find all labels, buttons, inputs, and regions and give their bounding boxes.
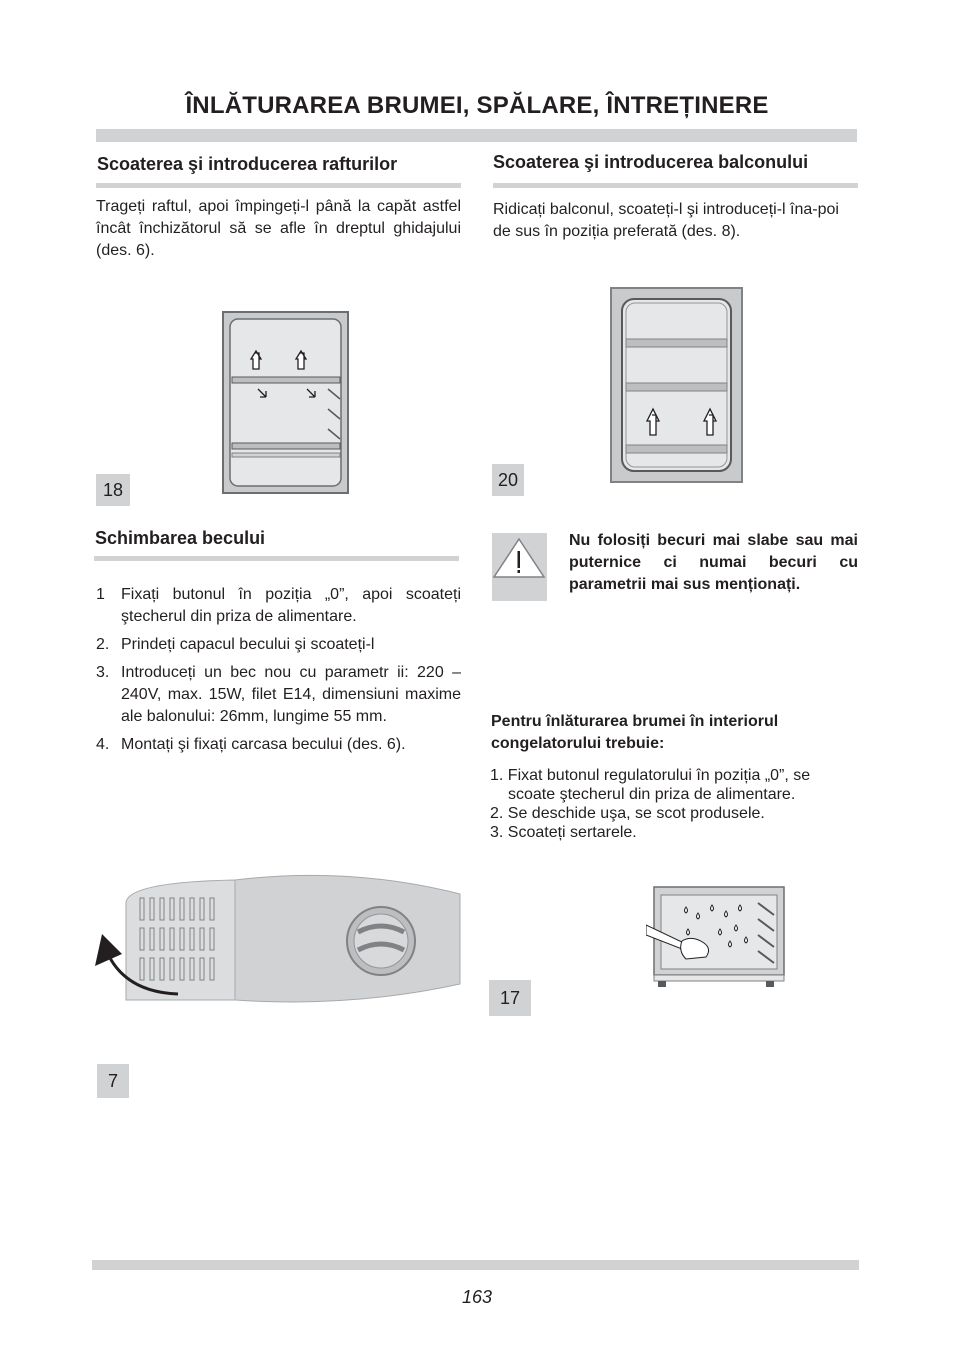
- balcony-text: Ridicați balconul, scoateți-l şi introduceți-l îna-poi de sus în poziția preferată (des. 8).: [493, 201, 839, 240]
- fridge-shelves-illustration: [222, 311, 349, 494]
- lamp-cover-illustration: [90, 872, 462, 1004]
- figure-label-17: 17: [489, 980, 531, 1016]
- fridge-door-illustration: [610, 287, 743, 483]
- shelves-heading: Scoaterea şi introducerea rafturilor: [97, 154, 398, 174]
- shelves-text: Trageți raftul, apoi împingeți-l până la capăt astfel încât închizătorul să se afle în dreptul ghidajului (des. 6).: [96, 198, 461, 259]
- balcony-heading: Scoaterea şi introducerea balconului: [493, 152, 809, 172]
- bulb-steps: [96, 584, 461, 762]
- figure-label-18: 18: [96, 474, 130, 506]
- title-divider: [96, 129, 857, 142]
- list-item: 3. Introduceți un bec nou cu parametr ii: 220 – 240V, max. 15W, filet E14, dimensiuni maxime ale balonului: 26mm, lungime 55 mm.: [96, 664, 461, 725]
- list-item: 3. Scoateți sertarele.: [490, 824, 637, 841]
- list-item: 2. Prindeți capacul becului şi scoateți-l: [96, 636, 375, 653]
- bulb-heading-rule: [94, 556, 459, 561]
- list-item: 4. Montați şi fixați carcasa becului (des. 6).: [96, 736, 406, 753]
- warning-text: Nu folosiți becuri mai slabe sau mai puternice ci numai becuri cu parametrii mai sus menționați.: [569, 532, 858, 593]
- defrost-heading: Pentru înlăturarea brumei în interiorul congelatorului trebuie:: [491, 713, 779, 752]
- warning-box: [492, 533, 547, 601]
- figure-label-7: 7: [97, 1064, 129, 1098]
- list-item: 1 Fixați butonul în poziția „0”, apoi scoateți ştecherul din priza de alimentare.: [96, 586, 461, 625]
- list-item: 1. Fixat butonul regulatorului în poziția „0”, se scoate ştecherul din priza de alimentare.: [490, 767, 811, 803]
- defrost-steps: [490, 766, 860, 842]
- figure-label-20: 20: [492, 464, 524, 496]
- page-number: 163: [461, 1287, 493, 1307]
- footer-divider: [92, 1260, 859, 1270]
- bulb-heading: Schimbarea becului: [95, 528, 266, 548]
- shelves-heading-rule: [96, 183, 461, 188]
- freezer-defrost-illustration: [646, 885, 786, 989]
- page-title: ÎNLĂTURAREA BRUMEI, SPĂLARE, ÎNTREȚINERE: [185, 92, 769, 119]
- balcony-heading-rule: [493, 183, 858, 188]
- list-item: 2. Se deschide uşa, se scot produsele.: [490, 805, 765, 822]
- warning-triangle-icon: [492, 533, 547, 601]
